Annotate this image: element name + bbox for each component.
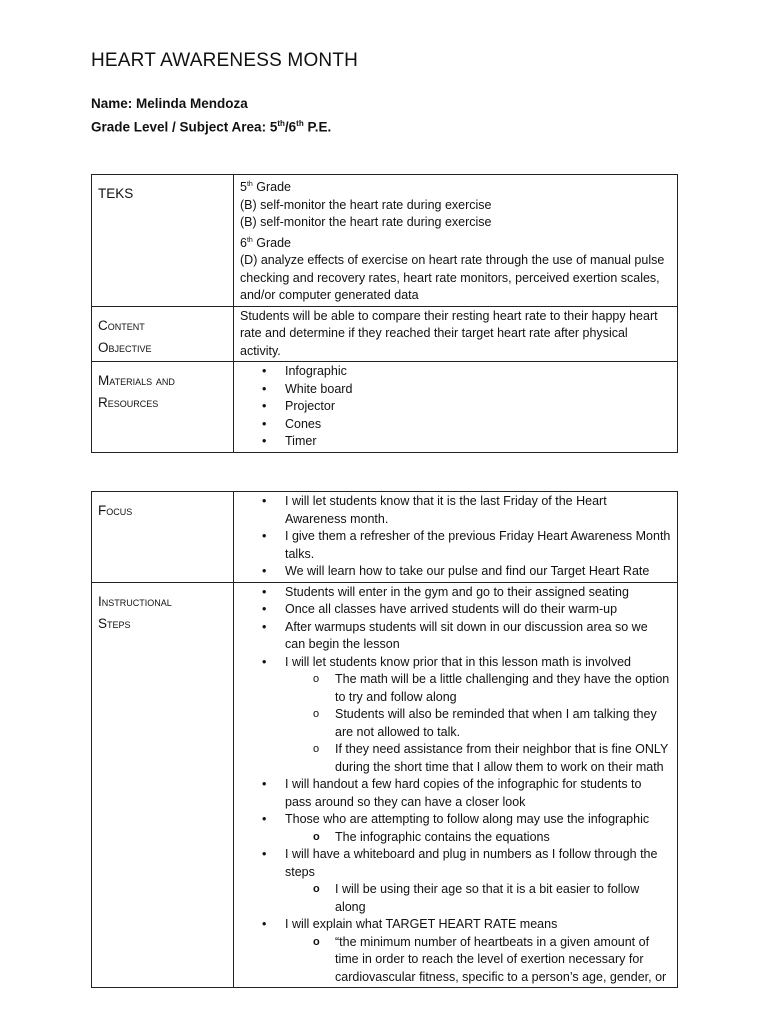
- materials-list: [234, 362, 678, 453]
- material-item: • Infographic: [240, 363, 671, 381]
- teks-row: [92, 175, 678, 307]
- instructional-steps-label: Instructional Steps: [92, 582, 234, 988]
- focus-item: • I give them a refresher of the previous Friday Heart Awareness Month talks.: [240, 528, 671, 563]
- content-objective-label: Content Objective: [92, 306, 234, 362]
- content-objective-text: Students will be able to compare their resting heart rate to their happy heart rate and determine if they reached their target heart rate after physical activity.: [234, 306, 678, 362]
- step-item: • I will let students know prior that in this lesson math is involved: [240, 654, 671, 672]
- lesson-steps-table: [91, 491, 678, 988]
- focus-item: • I will let students know that it is the last Friday of the Heart Awareness month.: [240, 493, 671, 528]
- teks-label: TEKS: [92, 175, 234, 307]
- grade-6-heading: 6th Grade: [240, 235, 292, 250]
- lesson-overview-table: [91, 174, 678, 453]
- step-item: • After warmups students will sit down in our discussion area so we can begin the lesson: [240, 619, 671, 654]
- focus-item: • We will learn how to take our pulse and find our Target Heart Rate: [240, 563, 671, 581]
- step-item: • I will handout a few hard copies of the infographic for students to pass around so they can have a closer look: [240, 776, 671, 811]
- material-item: • Timer: [240, 433, 671, 451]
- step-subitem: o The infographic contains the equations: [240, 829, 671, 847]
- teks-line: (D) analyze effects of exercise on heart rate through the use of manual pulse checking and recovery rates, heart rate monitors, perceived exertion scales, and/or computer generated data: [240, 253, 665, 303]
- step-item: • Students will enter in the gym and go to their assigned seating: [240, 584, 671, 602]
- grade-5-heading: 5th Grade: [240, 180, 292, 195]
- step-subitem: o Students will also be reminded that when I am talking they are not allowed to talk.: [240, 706, 671, 741]
- step-item: • Those who are attempting to follow along may use the infographic: [240, 811, 671, 829]
- step-subitem: o The math will be a little challenging and they have the option to try and follow along: [240, 671, 671, 706]
- materials-row: [92, 362, 678, 453]
- page-title: HEART AWARENESS MONTH: [91, 50, 359, 71]
- step-subitem: o I will be using their age so that it is a bit easier to follow along: [240, 881, 671, 916]
- materials-label: Materials and Resources: [92, 362, 234, 453]
- instructional-steps-row: [92, 582, 678, 988]
- focus-label: Focus: [92, 492, 234, 583]
- material-item: • White board: [240, 381, 671, 399]
- material-item: • Cones: [240, 416, 671, 434]
- focus-row: [92, 492, 678, 583]
- content-objective-row: [92, 306, 678, 362]
- grade-line: Grade Level / Subject Area: 5th/6th P.E.: [91, 119, 332, 135]
- step-item: • I will explain what TARGET HEART RATE means: [240, 916, 671, 934]
- teks-content: [234, 175, 678, 307]
- focus-list: [234, 492, 678, 583]
- teks-line: (B) self-monitor the heart rate during exercise: [240, 215, 492, 230]
- teks-line: (B) self-monitor the heart rate during exercise: [240, 197, 492, 212]
- name-line: Name: Melinda Mendoza: [91, 96, 248, 111]
- material-item: • Projector: [240, 398, 671, 416]
- step-subitem: o “the minimum number of heartbeats in a given amount of time in order to reach the level of exertion necessary for cardiovascular fitness, specific to a person’s age, gender, or: [240, 934, 671, 987]
- step-subitem: o If they need assistance from their neighbor that is fine ONLY during the short time that I allow them to work on their math: [240, 741, 671, 776]
- instructional-steps-list: [234, 582, 678, 988]
- step-item: • Once all classes have arrived students will do their warm-up: [240, 601, 671, 619]
- step-item: • I will have a whiteboard and plug in numbers as I follow through the steps: [240, 846, 671, 881]
